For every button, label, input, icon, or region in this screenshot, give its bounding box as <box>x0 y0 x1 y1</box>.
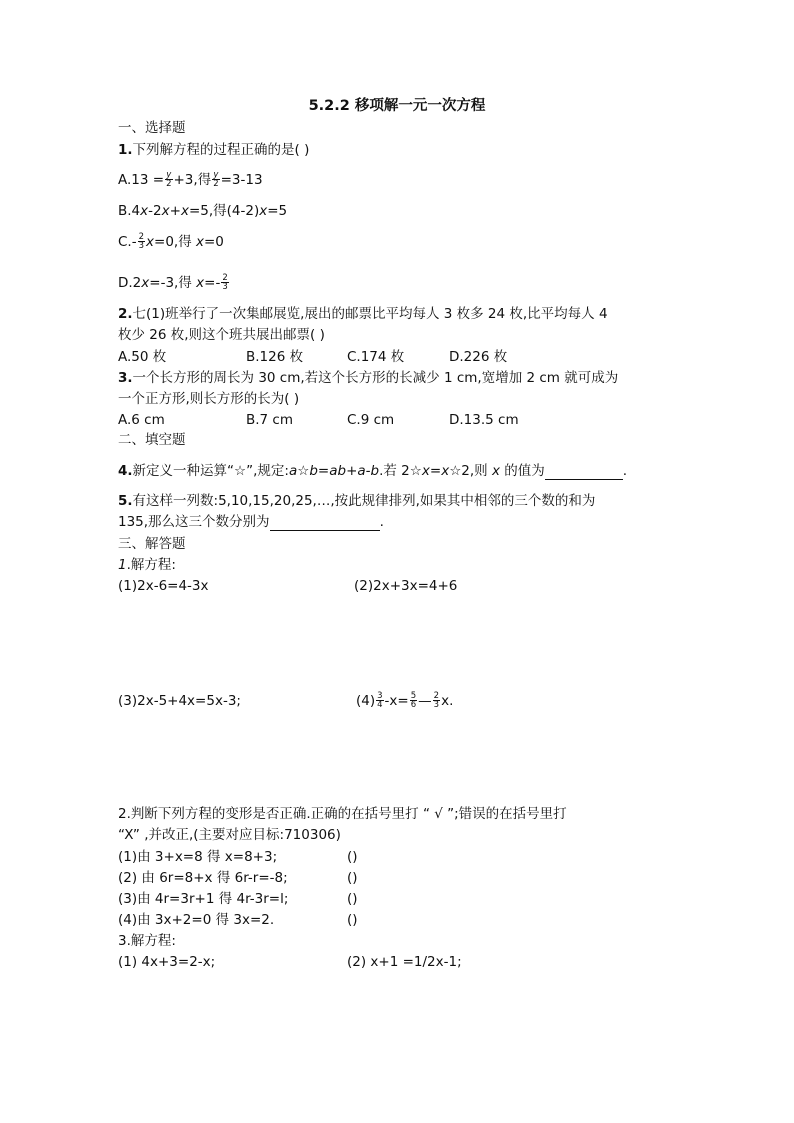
fraction: $\frac{2}{3}$ <box>433 690 440 710</box>
fraction: $\frac{5}{6}$ <box>410 690 417 710</box>
section-heading-solve: 三、解答题 <box>118 536 186 552</box>
answer-blank <box>270 516 380 531</box>
judge-instructions-line-1: 2.判断下列方程的变形是否正确.正确的在括号里打 “ √ ”;错误的在括号里打 <box>118 806 567 822</box>
judge-mark-4: () <box>347 912 358 928</box>
question-text: 下列解方程的过程正确的是( ) <box>132 142 310 158</box>
question-3-option-c: C.9 cm <box>347 412 395 428</box>
question-3-line-1: 3.一个长方形的周长为 30 cm,若这个长方形的长减少 1 cm,宽增加 2 cm 就可成为 <box>118 370 619 386</box>
question-number: 2. <box>118 306 133 322</box>
question-number: 1. <box>118 142 133 158</box>
judge-instructions-line-2: “X” ,并改正,(主要对应目标:710306) <box>118 827 341 843</box>
judge-item-2: (2) 由 6r=8+x 得 6r-r=-8; <box>118 870 288 886</box>
page-title: 5.2.2 移项解一元一次方程 <box>308 98 486 114</box>
solve-1-equation-4: (4) $\frac{3}{4}$ -x= $\frac{5}{6}$ — $\frac{2}{3}$ x. <box>356 690 454 710</box>
question-2-line-1: 2.七(1)班举行了一次集邮展览,展出的邮票比平均每人 3 枚多 24 枚,比平均每人 4 <box>118 306 608 322</box>
question-2-option-c: C.174 枚 <box>347 349 405 365</box>
judge-item-4: (4)由 3x+2=0 得 3x=2. <box>118 912 275 928</box>
solve-3-equation-2: (2) x+1 =1/2x-1; <box>347 954 462 970</box>
option-b: B.4x-2x+x=5,得(4-2)x=5 <box>118 203 288 219</box>
fraction: $\frac{y}{2}$ <box>166 169 172 189</box>
question-number: 4. <box>118 463 133 479</box>
solve-1-heading: 1.解方程: <box>118 557 176 573</box>
question-3-option-b: B.7 cm <box>246 412 294 428</box>
question-2-option-a: A.50 枚 <box>118 349 167 365</box>
judge-item-3: (3)由 4r=3r+1 得 4r-3r=l; <box>118 891 289 907</box>
section-heading-fill: 二、填空题 <box>118 432 186 448</box>
section-heading-choice: 一、选择题 <box>118 120 186 136</box>
solve-1-equation-1: (1)2x-6=4-3x <box>118 578 209 594</box>
question-5-line-1: 5.有这样一列数:5,10,15,20,25,…,按此规律排列,如果其中相邻的三个数的和为 <box>118 493 596 509</box>
question-3-option-a: A.6 cm <box>118 412 165 428</box>
solve-3-heading: 3.解方程: <box>118 933 176 949</box>
judge-mark-2: () <box>347 870 358 886</box>
solve-1-equation-3: (3)2x-5+4x=5x-3; <box>118 693 241 709</box>
fraction: $\frac{2}{3}$ <box>222 272 228 292</box>
fraction: $\frac{2}{3}$ <box>138 231 145 251</box>
judge-item-1: (1)由 3+x=8 得 x=8+3; <box>118 849 278 865</box>
question-3-line-2: 一个正方形,则长方形的长为( ) <box>118 391 300 407</box>
solve-3-equation-1: (1) 4x+3=2-x; <box>118 954 216 970</box>
fraction: $\frac{y}{2}$ <box>213 169 219 189</box>
question-2-option-d: D.226 枚 <box>449 349 508 365</box>
fraction: $\frac{3}{4}$ <box>377 690 383 710</box>
solve-1-equation-2: (2)2x+3x=4+6 <box>354 578 458 594</box>
judge-mark-1: () <box>347 849 358 865</box>
judge-mark-3: () <box>347 891 358 907</box>
answer-blank <box>545 465 623 480</box>
option-d: D.2x=-3,得 x=- $\frac{2}{3}$ <box>118 272 228 292</box>
question-4: 4.新定义一种运算“☆”,规定:a☆b=ab+a-b.若 2☆x=x☆2,则 x 的值为 . <box>118 463 628 479</box>
question-number: 3. <box>118 370 133 386</box>
question-2-option-b: B.126 枚 <box>246 349 304 365</box>
question-5-line-2: 135,那么这三个数分别为 . <box>118 514 384 530</box>
question-3-option-d: D.13.5 cm <box>449 412 519 428</box>
question-number: 5. <box>118 493 133 509</box>
option-c: C.- $\frac{2}{3}$ x=0,得 x=0 <box>118 231 224 251</box>
option-a: A.13 = $\frac{y}{2}$ +3,得 $\frac{y}{2}$ =3-13 <box>118 169 263 189</box>
question-2-line-2: 枚少 26 枚,则这个班共展出邮票( ) <box>118 327 325 343</box>
question-1-stem <box>118 141 309 159</box>
